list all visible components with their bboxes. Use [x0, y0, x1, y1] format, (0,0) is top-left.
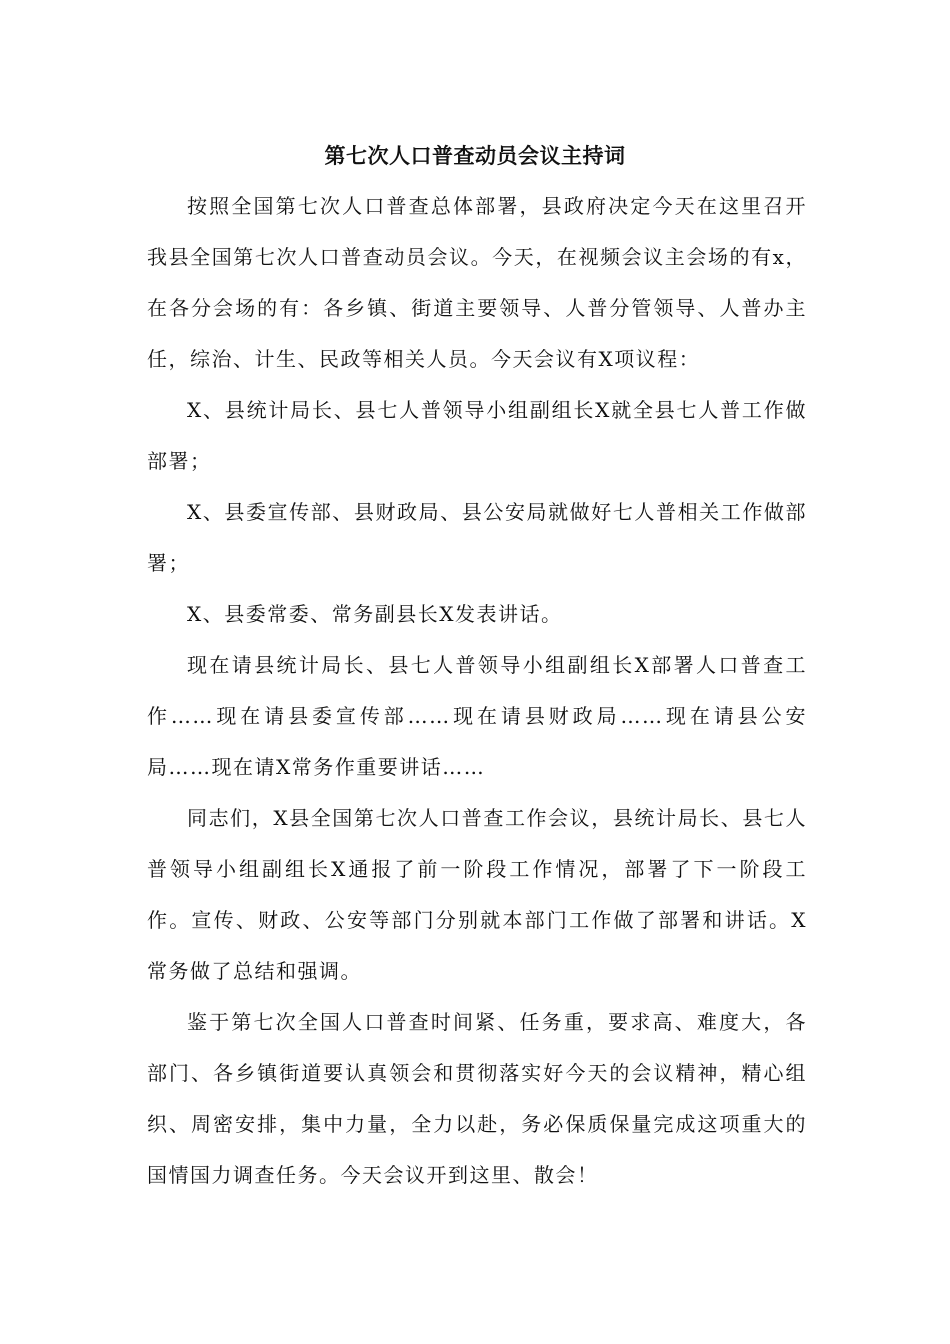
paragraph-summary: 同志们，X县全国第七次人口普查工作会议，县统计局长、县七人普领导小组副组长X通报了前一阶段工作情况，部署了下一阶段工作。宣传、财政、公安等部门分别就本部门工作做了部署和讲话。X常务做了总结和强调。: [147, 806, 807, 983]
document-title: 第七次人口普查动员会议主持词: [324, 143, 626, 168]
document-body: [147, 181, 807, 1201]
paragraph-agenda-1: X、县统计局长、县七人普领导小组副组长X就全县七人普工作做部署；: [147, 398, 807, 473]
paragraph-agenda-3: X、县委常委、常务副县长X发表讲话。: [187, 602, 563, 626]
paragraph-closing: 鉴于第七次全国人口普查时间紧、任务重，要求高、难度大，各部门、各乡镇街道要认真领会和贯彻落实好今天的会议精神，精心组织、周密安排，集中力量，全力以赴，务必保质保量完成这项重大的国情国力调查任务。今天会议开到这里、散会！: [147, 1010, 807, 1187]
paragraph-speakers: 现在请县统计局长、县七人普领导小组副组长X部署人口普查工作……现在请县委宣传部……现在请县财政局……现在请县公安局……现在请X常务作重要讲话……: [147, 653, 807, 779]
paragraph-intro: 按照全国第七次人口普查总体部署，县政府决定今天在这里召开我县全国第七次人口普查动员会议。今天，在视频会议主会场的有x，在各分会场的有：各乡镇、街道主要领导、人普分管领导、人普办主任，综治、计生、民政等相关人员。今天会议有X项议程：: [147, 194, 807, 371]
paragraph-agenda-2: X、县委宣传部、县财政局、县公安局就做好七人普相关工作做部署；: [147, 500, 807, 575]
